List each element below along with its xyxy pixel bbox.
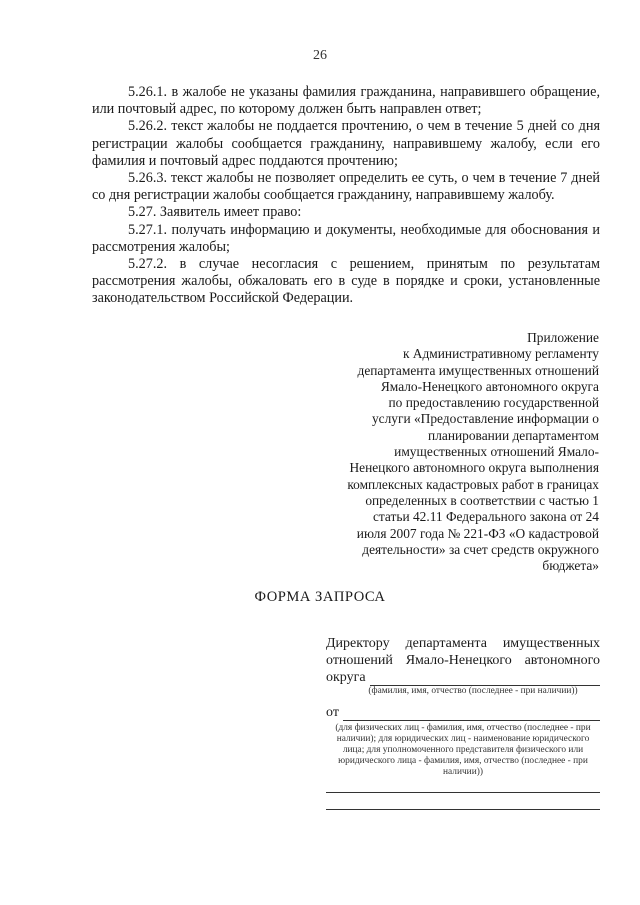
- paragraph-5-27-2: 5.27.2. в случае несогласия с решением, принятым по результатам рассмотрения жалобы, обжаловать его в суде в порядке и сроки, установленные законодательством Российской Федерации.: [92, 256, 600, 307]
- appendix-line: имущественных отношений Ямало-: [394, 444, 599, 460]
- fill-line[interactable]: [326, 809, 600, 810]
- addressee-line-2: [326, 652, 600, 669]
- appendix-line: по предоставлению государственной: [388, 395, 599, 411]
- addressee-note: (фамилия, имя, отчество (последнее - при наличии)): [368, 686, 578, 696]
- addressee-word: департамента: [405, 636, 487, 651]
- fill-line[interactable]: [343, 707, 600, 721]
- appendix-header: [305, 330, 599, 574]
- paragraph-5-27-1: 5.27.1. получать информацию и документы, необходимые для обоснования и рассмотрения жалобы;: [92, 221, 600, 255]
- sender-field[interactable]: [326, 705, 600, 721]
- paragraph-5-26-3: 5.26.3. текст жалобы не позволяет определить ее суть, о чем в течение 7 дней со дня регистрации жалобы сообщается гражданину, направившему жалобу.: [92, 170, 600, 204]
- addressee-name-field[interactable]: [326, 669, 600, 686]
- addressee-word: Ямало-Ненецкого: [405, 653, 512, 668]
- appendix-line: деятельности» за счет средств окружного: [362, 541, 599, 557]
- paragraph-5-26-2: 5.26.2. текст жалобы не поддается прочтению, о чем в течение 5 дней со дня регистрации жалобы сообщается гражданину, направившему жалобу, если его фамилия и почтовый адрес поддаются прочтению;: [92, 118, 600, 169]
- appendix-line: определенных в соответствии с частью 1: [365, 492, 599, 508]
- appendix-line: Приложение: [527, 330, 599, 345]
- page-number: 26: [313, 48, 327, 63]
- appendix-line: Ненецкого автономного округа выполнения: [349, 460, 599, 476]
- appendix-line: планировании департаментом: [428, 427, 599, 443]
- paragraph-5-26-1: 5.26.1. в жалобе не указаны фамилия гражданина, направившего обращение, или почтовый адрес, по которому должен быть направлен ответ;: [92, 84, 600, 118]
- addressee-word: Директору: [326, 636, 390, 651]
- appendix-line: комплексных кадастровых работ в границах: [347, 476, 599, 492]
- addressee-word: автономного: [524, 653, 600, 668]
- appendix-line: к Административному регламенту: [402, 346, 599, 362]
- fill-line[interactable]: [326, 792, 600, 793]
- appendix-line: бюджета»: [542, 558, 599, 574]
- addressee-line-1: [326, 635, 600, 652]
- appendix-line: июля 2007 года № 221-ФЗ «О кадастровой: [356, 525, 599, 541]
- appendix-line: услуги «Предоставление информации о: [371, 411, 599, 427]
- addressee-word: отношений: [326, 653, 393, 668]
- sender-block: [326, 705, 600, 810]
- addressee-word: округа: [326, 670, 366, 685]
- sender-note: (для физических лиц - фамилия, имя, отчество (последнее - при наличии); для юридических лиц - наименование юридического лица; для уполномоченного представителя физического или юридического лица - фамилия, имя, отчество (последнее - при наличии)): [335, 723, 591, 777]
- sender-label: от: [326, 705, 339, 720]
- addressee-block: [326, 635, 600, 697]
- regulation-text: [92, 84, 600, 308]
- appendix-line: статьи 42.11 Федерального закона от 24: [372, 509, 599, 525]
- form-title: ФОРМА ЗАПРОСА: [254, 589, 386, 605]
- appendix-line: департамента имущественных отношений: [357, 362, 599, 378]
- addressee-word: имущественных: [502, 636, 600, 651]
- fill-line[interactable]: [370, 672, 600, 686]
- appendix-line: Ямало-Ненецкого автономного округа: [380, 378, 599, 394]
- paragraph-5-27: 5.27. Заявитель имеет право:: [128, 204, 302, 221]
